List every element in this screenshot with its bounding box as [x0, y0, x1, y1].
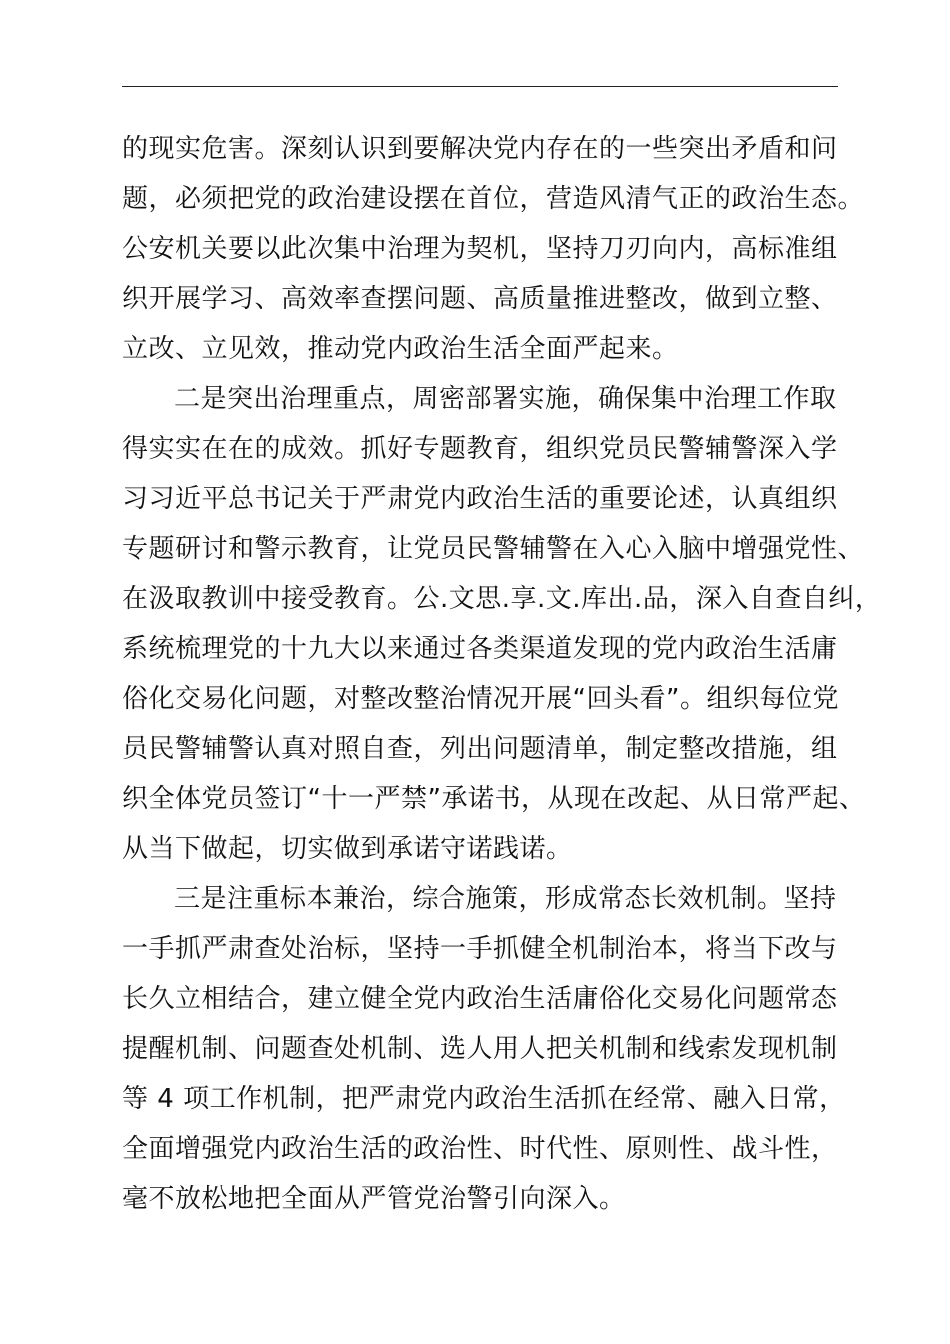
text-line: 的现实危害。深刻认识到要解决党内存在的一些突出矛盾和问 [122, 134, 838, 164]
text-line: 立改、立见效，推动党内政治生活全面严起来。 [122, 334, 679, 364]
paragraph-start-line: 三是注重标本兼治，综合施策，形成常态长效机制。坚持 [174, 884, 837, 914]
text-line: 全面增强党内政治生活的政治性、时代性、原则性、战斗性， [122, 1134, 838, 1164]
text-line: 一手抓严肃查处治标，坚持一手抓健全机制治本，将当下改与 [122, 934, 838, 964]
text-line: 在汲取教训中接受教育。公.文思.享.文.库出.品，深入自查自纠， [122, 584, 882, 614]
text-line: 专题研讨和警示教育，让党员民警辅警在入心入脑中增强党性、 [122, 534, 865, 564]
text-line: 员民警辅警认真对照自查，列出问题清单，制定整改措施，组 [122, 734, 838, 764]
text-line: 俗化交易化问题，对整改整治情况开展“回头看”。组织每位党 [122, 684, 839, 714]
text-line: 织全体党员签订“十一严禁”承诺书，从现在改起、从日常严起、 [122, 784, 866, 814]
text-line: 提醒机制、问题查处机制、选人用人把关机制和线索发现机制 [122, 1034, 838, 1064]
text-line: 习习近平总书记关于严肃党内政治生活的重要论述，认真组织 [122, 484, 838, 514]
text-line: 题，必须把党的政治建设摆在首位，营造风清气正的政治生态。 [122, 184, 865, 214]
text-line: 公安机关要以此次集中治理为契机，坚持刀刃向内，高标准组 [122, 234, 838, 264]
text-line: 长久立相结合，建立健全党内政治生活庸俗化交易化问题常态 [122, 984, 838, 1014]
paragraph-start-line: 二是突出治理重点，周密部署实施，确保集中治理工作取 [174, 384, 837, 414]
text-line: 织开展学习、高效率查摆问题、高质量推进整改，做到立整、 [122, 284, 838, 314]
header-rule [122, 86, 838, 87]
document-body [122, 128, 882, 1228]
text-line: 从当下做起，切实做到承诺守诺践诺。 [122, 834, 573, 864]
text-line: 系统梳理党的十九大以来通过各类渠道发现的党内政治生活庸 [122, 634, 838, 664]
text-line: 得实实在在的成效。抓好专题教育，组织党员民警辅警深入学 [122, 434, 838, 464]
text-line: 等 4 项工作机制，把严肃党内政治生活抓在经常、融入日常， [122, 1084, 846, 1114]
text-line: 毫不放松地把全面从严管党治警引向深入。 [122, 1184, 626, 1214]
